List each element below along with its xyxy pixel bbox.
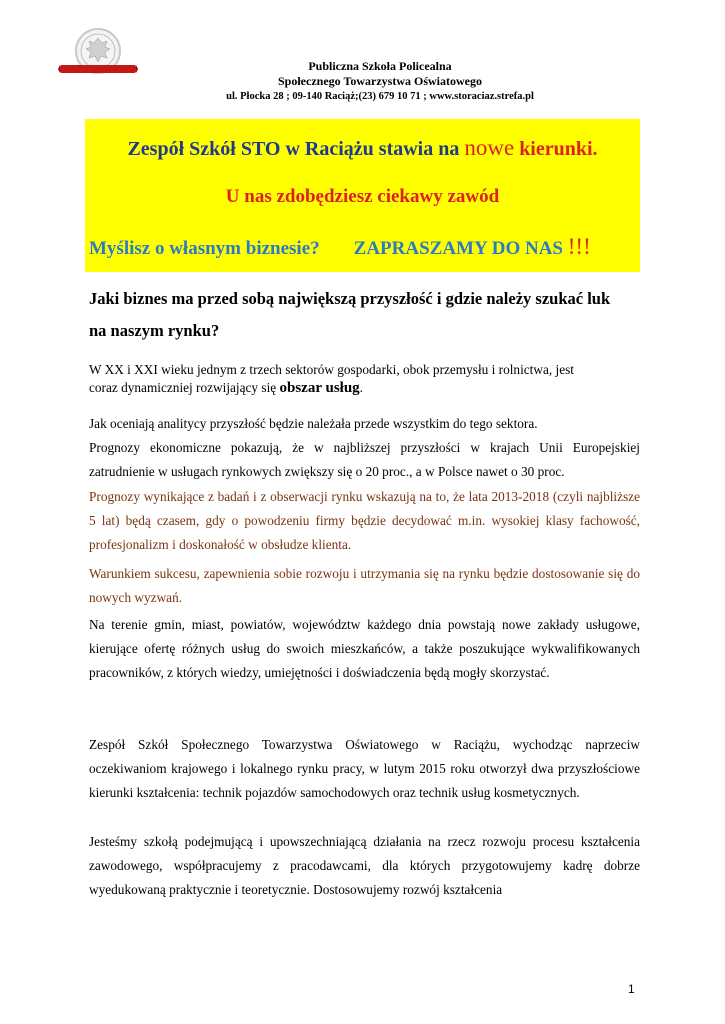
intro-bold: obszar usług	[279, 380, 360, 396]
banner-exclamation: !!!	[567, 234, 591, 259]
paragraph-vocational: Jesteśmy szkołą podejmującą i upowszechniającą działania na rzecz rozwoju procesu kształcenia zawodowego, współpracujemy z pracodawcami, dla których przygotowujemy kadrę dobrze wyedukowaną praktycznie i teoretycznie. Dostosowujemy rozwój kształcenia	[89, 834, 640, 897]
intro-line2: coraz dynamiczniej rozwijający się	[89, 380, 280, 395]
paragraph-local-services: Na terenie gmin, miast, powiatów, województw każdego dnia powstają nowe zakłady usługowe, kierujące ofertę różnych usług do swoich mieszkańców, a także poszukujące wykwalifikowanych pracowników, z których wiedzy, umiejętności i doświadczenia będą mogły skorzystać.	[89, 617, 640, 680]
banner-nowe: nowe	[464, 135, 515, 160]
school-name: Publiczna Szkoła Policealna	[308, 59, 452, 73]
section-question: Jaki biznes ma przed sobą największą przyszłość i gdzie należy szukać luk na naszym rynku?	[89, 289, 611, 340]
banner-headline	[85, 135, 640, 161]
banner-headline-text: Zespół Szkół STO w Raciążu stawia na	[127, 138, 460, 160]
banner-invitation	[89, 234, 591, 260]
paragraph-intro	[89, 361, 640, 397]
intro-end: .	[359, 380, 363, 395]
intro-line1: W XX i XXI wieku jednym z trzech sektorów gospodarki, obok przemysłu i rolnictwa, jest	[89, 362, 574, 377]
paragraph-school-courses: Zespół Szkół Społecznego Towarzystwa Oświatowego w Raciążu, wychodząc naprzeciw oczekiwaniom krajowego i lokalnego rynku pracy, w lutym 2015 roku otworzył dwa przyszłościowe kierunki kształcenia: technik pojazdów samochodowych oraz technik usług kosmetycznych.	[89, 737, 640, 800]
paragraph-forecast: Prognozy ekonomiczne pokazują, że w najbliższej przyszłości w krajach Unii Europejskiej zatrudnienie w usługach rynkowych zwiększy się o 20 proc., a w Polsce nawet o 30 proc.	[89, 440, 640, 479]
school-organization: Społecznego Towarzystwa Oświatowego	[278, 74, 482, 88]
school-logo	[58, 27, 138, 85]
school-header	[160, 59, 600, 104]
banner-invite: ZAPRASZAMY DO NAS	[353, 238, 564, 259]
banner-subheadline: U nas zdobędziesz ciekawy zawód	[225, 186, 500, 207]
promo-banner	[85, 119, 640, 272]
banner-kierunki: kierunki.	[519, 138, 598, 160]
paragraph-market-forecast: Prognozy wynikające z badań i z obserwacji rynku wskazują na to, że lata 2013-2018 (czyli najbliższe 5 lat) będą czasem, gdy o powodzeniu firmy będzie decydować m.in. wysokiej klasy fachowość, profesjonalizm i doskonałość w obsłudze klienta.	[89, 489, 640, 552]
paragraph-analysts: Jak oceniają analitycy przyszłość będzie należała przede wszystkim do tego sektora.	[89, 416, 538, 431]
paragraph-success: Warunkiem sukcesu, zapewnienia sobie rozwoju i utrzymania się na rynku będzie dostosowanie się do nowych wyzwań.	[89, 566, 640, 605]
page-number: 1	[628, 982, 635, 996]
school-address: ul. Płocka 28 ; 09-140 Raciąż;(23) 679 10 71 ; www.storaciaz.strefa.pl	[226, 91, 534, 102]
banner-business-question: Myślisz o własnym biznesie?	[89, 238, 320, 259]
